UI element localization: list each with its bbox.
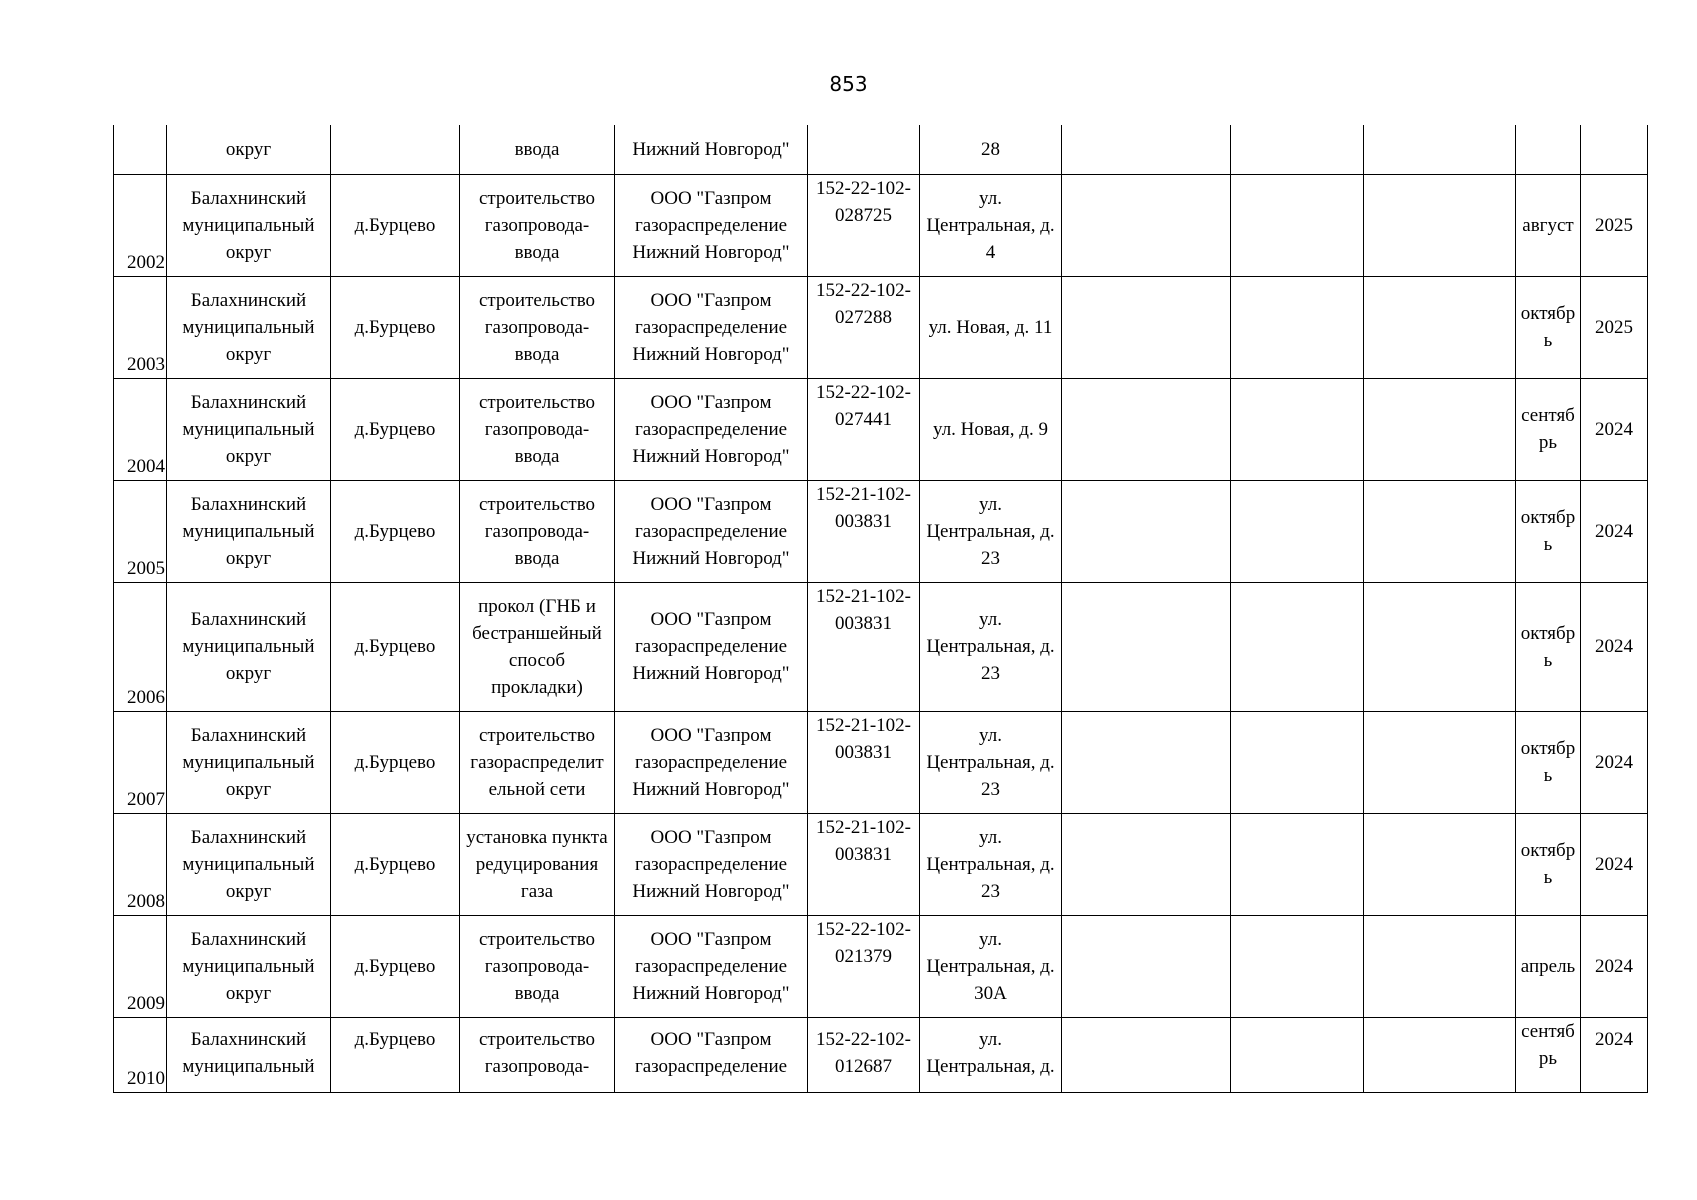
table-row <box>114 174 1648 276</box>
cell-empty <box>1062 174 1231 276</box>
cell-address: ул. Центральная, д. 23 <box>920 711 1062 813</box>
cell-district: Балахнинский муниципальный округ <box>167 174 331 276</box>
table-row <box>114 915 1648 1017</box>
cell-address: ул. Центральная, д. 23 <box>920 480 1062 582</box>
cell-month: октябр ь <box>1516 711 1581 813</box>
cell-address: ул. Новая, д. 9 <box>920 378 1062 480</box>
table-row <box>114 582 1648 711</box>
cell-address: ул. Центральная, д. <box>920 1017 1062 1092</box>
cell-month: октябр ь <box>1516 582 1581 711</box>
cell-year: 2024 <box>1581 480 1648 582</box>
cell-district: Балахнинский муниципальный <box>167 1017 331 1092</box>
cell-district: Балахнинский муниципальный округ <box>167 813 331 915</box>
cell-empty <box>1062 378 1231 480</box>
cell-empty <box>1062 480 1231 582</box>
cell-settlement: д.Бурцево <box>331 711 460 813</box>
cell-work-type: прокол (ГНБ и бестраншейный способ прокладки) <box>460 582 615 711</box>
cell-month: август <box>1516 174 1581 276</box>
cell-year: 2024 <box>1581 915 1648 1017</box>
cell-empty <box>1231 582 1364 711</box>
page-number: 853 <box>829 72 868 96</box>
table-row <box>114 813 1648 915</box>
cell-organization: ООО "Газпром газораспределение Нижний Новгород" <box>615 813 808 915</box>
cell-empty <box>1231 276 1364 378</box>
table-row <box>114 1017 1648 1092</box>
cell-settlement: д.Бурцево <box>331 582 460 711</box>
cell-number: 2002 <box>114 174 167 276</box>
cell-month: октябр ь <box>1516 276 1581 378</box>
cell-address: ул. Центральная, д. 23 <box>920 582 1062 711</box>
cell-number <box>114 125 167 174</box>
cell-district: Балахнинский муниципальный округ <box>167 582 331 711</box>
cell-address: 28 <box>920 125 1062 174</box>
cell-work-type: установка пункта редуцирования газа <box>460 813 615 915</box>
cell-organization: ООО "Газпром газораспределение Нижний Новгород" <box>615 174 808 276</box>
cell-year: 2024 <box>1581 711 1648 813</box>
cell-empty <box>1364 480 1516 582</box>
cell-empty <box>1231 174 1364 276</box>
cell-work-type: ввода <box>460 125 615 174</box>
cell-empty <box>1231 125 1364 174</box>
cell-organization: ООО "Газпром газораспределение Нижний Новгород" <box>615 915 808 1017</box>
cell-settlement: д.Бурцево <box>331 480 460 582</box>
cell-organization: ООО "Газпром газораспределение Нижний Новгород" <box>615 276 808 378</box>
cell-empty <box>1364 1017 1516 1092</box>
cell-empty <box>1062 125 1231 174</box>
cell-empty <box>1231 813 1364 915</box>
cell-settlement: д.Бурцево <box>331 378 460 480</box>
cell-empty <box>1364 711 1516 813</box>
cell-organization: ООО "Газпром газораспределение Нижний Новгород" <box>615 480 808 582</box>
cell-address: ул. Центральная, д. 23 <box>920 813 1062 915</box>
cell-address: ул. Центральная, д. 30А <box>920 915 1062 1017</box>
cell-work-type: строительство газопровода- ввода <box>460 378 615 480</box>
cell-empty <box>1364 582 1516 711</box>
cell-year: 2024 <box>1581 378 1648 480</box>
cell-year: 2025 <box>1581 174 1648 276</box>
cell-number: 2005 <box>114 480 167 582</box>
cell-work-type: строительство газопровода- ввода <box>460 174 615 276</box>
cell-empty <box>1062 582 1231 711</box>
cell-number: 2009 <box>114 915 167 1017</box>
cell-number: 2007 <box>114 711 167 813</box>
cell-cadastral-number: 152-21-102- 003831 <box>808 582 920 711</box>
cell-cadastral-number: 152-21-102- 003831 <box>808 480 920 582</box>
cell-settlement <box>331 125 460 174</box>
cell-number: 2010 <box>114 1017 167 1092</box>
cell-organization: Нижний Новгород" <box>615 125 808 174</box>
cell-empty <box>1062 915 1231 1017</box>
cell-organization: ООО "Газпром газораспределение Нижний Новгород" <box>615 711 808 813</box>
cell-month: апрель <box>1516 915 1581 1017</box>
cell-empty <box>1364 276 1516 378</box>
cell-work-type: строительство газопровода- <box>460 1017 615 1092</box>
cell-work-type: строительство газопровода- ввода <box>460 276 615 378</box>
cell-empty <box>1364 915 1516 1017</box>
cell-year: 2024 <box>1581 1017 1648 1092</box>
cell-cadastral-number <box>808 125 920 174</box>
table-row <box>114 276 1648 378</box>
cell-number: 2003 <box>114 276 167 378</box>
cell-month <box>1516 125 1581 174</box>
cell-month: октябр ь <box>1516 813 1581 915</box>
cell-empty <box>1364 125 1516 174</box>
cell-empty <box>1231 915 1364 1017</box>
cell-month: сентяб рь <box>1516 1017 1581 1092</box>
cell-empty <box>1231 711 1364 813</box>
table-row <box>114 378 1648 480</box>
cell-cadastral-number: 152-22-102- 021379 <box>808 915 920 1017</box>
cell-organization: ООО "Газпром газораспределение Нижний Новгород" <box>615 378 808 480</box>
cell-address: ул. Центральная, д. 4 <box>920 174 1062 276</box>
table-row <box>114 711 1648 813</box>
cell-address: ул. Новая, д. 11 <box>920 276 1062 378</box>
cell-cadastral-number: 152-21-102- 003831 <box>808 711 920 813</box>
cell-month: октябр ь <box>1516 480 1581 582</box>
cell-number: 2008 <box>114 813 167 915</box>
cell-work-type: строительство газопровода- ввода <box>460 915 615 1017</box>
cell-district: Балахнинский муниципальный округ <box>167 711 331 813</box>
cell-district: округ <box>167 125 331 174</box>
cell-cadastral-number: 152-22-102- 028725 <box>808 174 920 276</box>
cell-year: 2024 <box>1581 813 1648 915</box>
cell-settlement: д.Бурцево <box>331 1017 460 1092</box>
cell-empty <box>1364 174 1516 276</box>
table-row-continuation <box>114 125 1648 174</box>
cell-empty <box>1364 378 1516 480</box>
cell-settlement: д.Бурцево <box>331 915 460 1017</box>
cell-district: Балахнинский муниципальный округ <box>167 480 331 582</box>
cell-cadastral-number: 152-22-102- 012687 <box>808 1017 920 1092</box>
table-row <box>114 480 1648 582</box>
cell-district: Балахнинский муниципальный округ <box>167 378 331 480</box>
cell-empty <box>1231 378 1364 480</box>
cell-empty <box>1062 813 1231 915</box>
cell-empty <box>1231 1017 1364 1092</box>
cell-empty <box>1231 480 1364 582</box>
cell-cadastral-number: 152-22-102- 027441 <box>808 378 920 480</box>
cell-month: сентяб рь <box>1516 378 1581 480</box>
cell-organization: ООО "Газпром газораспределение <box>615 1017 808 1092</box>
cell-settlement: д.Бурцево <box>331 276 460 378</box>
cell-organization: ООО "Газпром газораспределение Нижний Новгород" <box>615 582 808 711</box>
cell-empty <box>1062 1017 1231 1092</box>
cell-empty <box>1364 813 1516 915</box>
cell-settlement: д.Бурцево <box>331 813 460 915</box>
cell-number: 2006 <box>114 582 167 711</box>
cell-work-type: строительство газораспределит ельной сети <box>460 711 615 813</box>
cell-settlement: д.Бурцево <box>331 174 460 276</box>
cell-empty <box>1062 711 1231 813</box>
cell-year: 2024 <box>1581 582 1648 711</box>
cell-cadastral-number: 152-21-102- 003831 <box>808 813 920 915</box>
cell-district: Балахнинский муниципальный округ <box>167 915 331 1017</box>
cell-work-type: строительство газопровода- ввода <box>460 480 615 582</box>
cell-year: 2025 <box>1581 276 1648 378</box>
cell-number: 2004 <box>114 378 167 480</box>
cell-year <box>1581 125 1648 174</box>
plan-table <box>113 125 1648 1093</box>
cell-empty <box>1062 276 1231 378</box>
cell-district: Балахнинский муниципальный округ <box>167 276 331 378</box>
cell-cadastral-number: 152-22-102- 027288 <box>808 276 920 378</box>
